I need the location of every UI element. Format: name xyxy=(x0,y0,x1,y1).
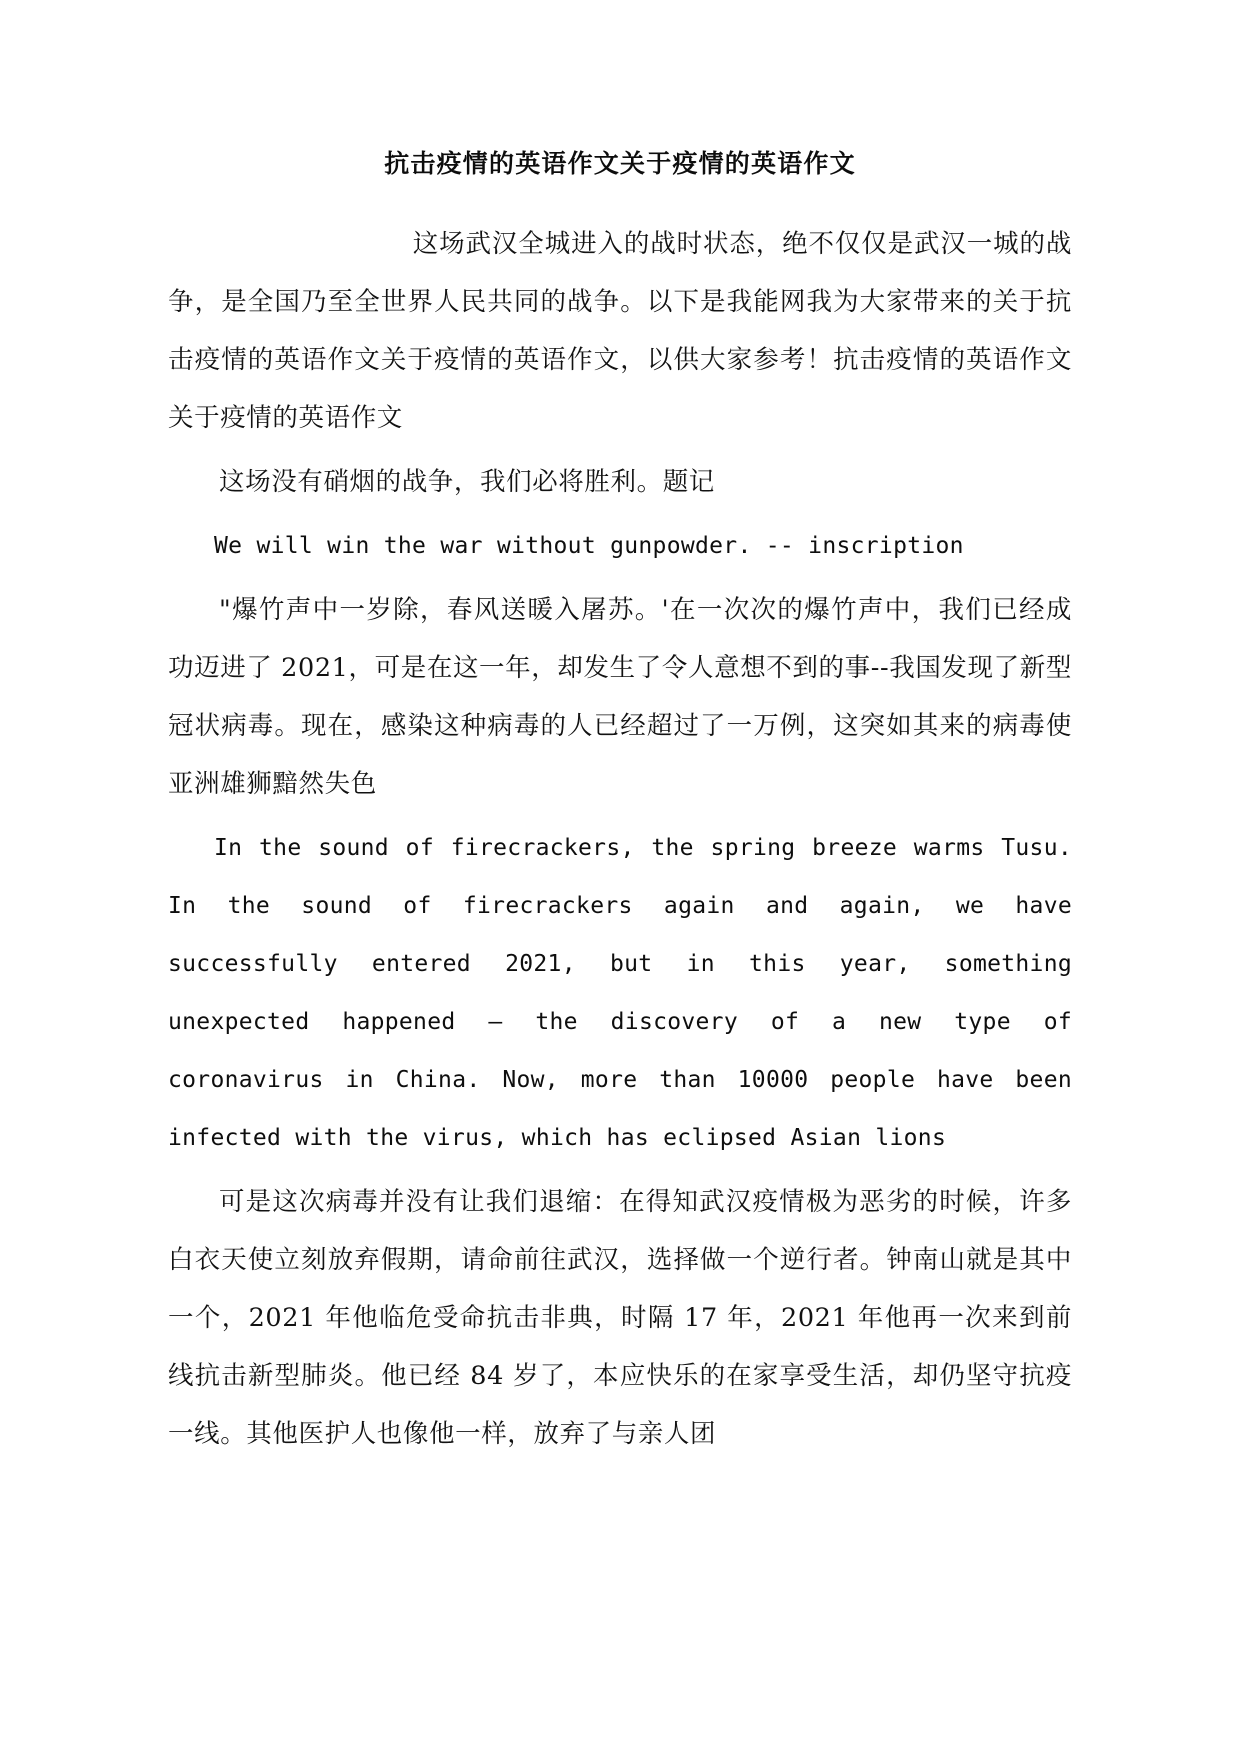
document-body xyxy=(168,215,1072,1463)
paragraph-inscription-zh: 这场没有硝烟的战争，我们必将胜利。题记 xyxy=(219,467,715,497)
paragraph-inscription-en: We will win the war without gunpowder. -- inscription xyxy=(214,533,964,559)
page-title: 抗击疫情的英语作文关于疫情的英语作文 xyxy=(384,149,856,178)
paragraph-intro: 这场武汉全城进入的战时状态，绝不仅仅是武汉一城的战争，是全国乃至全世界人民共同的战争。以下是我能网我为大家带来的关于抗击疫情的英语作文关于疫情的英语作文，以供大家参考！抗击疫情的英语作文关于疫情的英语作文 xyxy=(168,229,1072,433)
paragraph-body2-zh: 可是这次病毒并没有让我们退缩：在得知武汉疫情极为恶劣的时候，许多白衣天使立刻放弃假期，请命前往武汉，选择做一个逆行者。钟南山就是其中一个，2021 年他临危受命抗击非典，时隔 17 年，2021 年他再一次来到前线抗击新型肺炎。他已经 84 岁了，本应快乐的在家享受生活，却仍坚守抗疫一线。其他医护人也像他一样，放弃了与亲人团 xyxy=(168,1187,1072,1449)
paragraph-body1-zh: "爆竹声中一岁除，春风送暖入屠苏。'在一次次的爆竹声中，我们已经成功迈进了 2021，可是在这一年，却发生了令人意想不到的事--我国发现了新型冠状病毒。现在，感染这种病毒的人已经超过了一万例，这突如其来的病毒使亚洲雄狮黯然失色 xyxy=(168,595,1072,799)
paragraph-body1-en: In the sound of firecrackers, the spring breeze warms Tusu. In the sound of firecrackers again and again, we have successfully entered 2021, but in this year, something unexpected happened – the discovery of a new type of coronavirus in China. Now, more than 10000 people have been infected with the virus, which has eclipsed Asian lions xyxy=(168,835,1072,1151)
